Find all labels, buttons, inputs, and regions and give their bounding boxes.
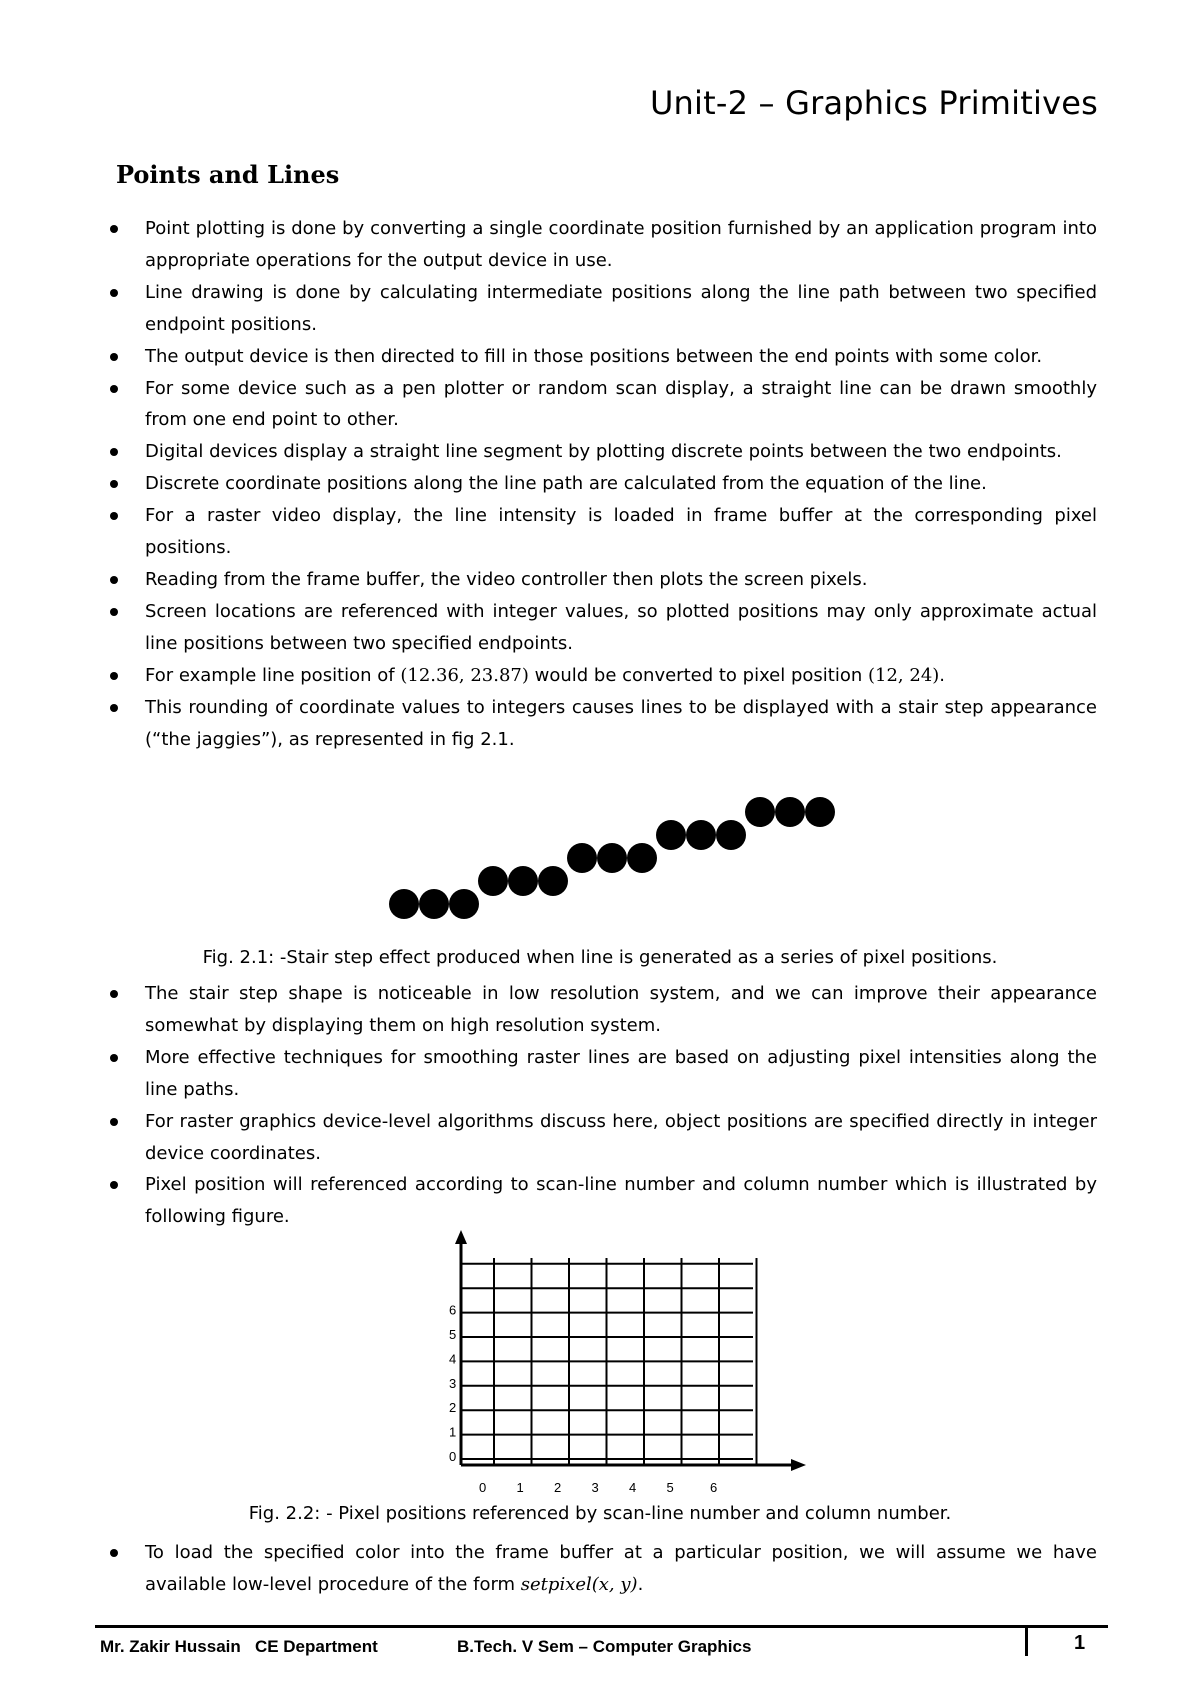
setpixel-procedure: setpixel(x, y) [520, 1573, 638, 1595]
bullet-list-intro [0, 213, 1200, 755]
y-tick-label: 2 [449, 1400, 457, 1416]
list-item [0, 1042, 1200, 1106]
footer-rule [95, 1625, 1108, 1628]
y-tick-label: 6 [449, 1302, 457, 1318]
list-item [0, 500, 1200, 564]
example-suffix: . [939, 664, 946, 686]
list-item-text: Screen locations are referenced with integer values, so plotted positions may only approximate actual line positions between two specified endpoints. [145, 600, 1097, 654]
bullet-icon [110, 448, 118, 456]
pixel-dot [656, 820, 686, 850]
list-item [0, 341, 1200, 373]
list-item [0, 277, 1200, 341]
example-from-point: (12.36, 23.87) [400, 664, 529, 686]
list-item [0, 564, 1200, 596]
list-item-text: Digital devices display a straight line segment by plotting discrete points between the two endpoints. [145, 441, 1062, 463]
pixel-dot [716, 820, 746, 850]
figure-caption-2-1: Fig. 2.1: -Stair step effect produced when line is generated as a series of pixel positions. [202, 947, 998, 968]
list-item [0, 978, 1200, 1042]
list-item-text: Reading from the frame buffer, the video controller then plots the screen pixels. [145, 568, 868, 590]
list-item-text: The stair step shape is noticeable in low resolution system, and we can improve their appearance somewhat by displaying them on high resolution system. [145, 983, 1097, 1036]
bullet-icon [110, 990, 118, 998]
list-item-example [0, 660, 1200, 692]
bullet-icon [110, 385, 118, 393]
bullet-icon [110, 1054, 118, 1062]
list-item-text: This rounding of coordinate values to integers causes lines to be displayed with a stair step appearance (“the jaggies”), as represented in fig 2.1. [145, 696, 1097, 750]
pixel-dot [686, 820, 716, 850]
bullet-icon [110, 608, 118, 616]
bullet-icon [110, 1549, 118, 1557]
y-tick-label: 5 [449, 1327, 457, 1342]
bullet-list-resolution [0, 978, 1200, 1233]
list-item [0, 1169, 1200, 1233]
list-item-text: For a raster video display, the line intensity is loaded in frame buffer at the corresponding pixel positions. [145, 505, 1097, 559]
footer-author: Mr. Zakir Hussain CE Department [100, 1637, 378, 1656]
pixel-dot [805, 797, 835, 827]
example-to-point: (12, 24) [868, 664, 940, 686]
list-item-text: For raster graphics device-level algorithms discuss here, object positions are specified directly in integer device coordinates. [145, 1110, 1097, 1164]
footer-course: B.Tech. V Sem – Computer Graphics [457, 1637, 752, 1656]
pixel-dot [478, 866, 508, 896]
list-item [0, 1537, 1200, 1601]
list-item-text: To load the specified color into the frame buffer at a particular position, we will assume we have available low-level procedure of the form [145, 1542, 1097, 1595]
list-item [0, 373, 1200, 437]
list-item-text: Line drawing is done by calculating intermediate positions along the line path between two specified endpoint positions. [145, 281, 1097, 335]
y-tick-label: 0 [449, 1449, 457, 1464]
bullet-list-setpixel [0, 1537, 1200, 1601]
x-tick-label: 4 [629, 1480, 637, 1495]
x-tick-label: 0 [479, 1480, 487, 1495]
section-heading: Points and Lines [116, 160, 340, 189]
list-item-text: The output device is then directed to fill in those positions between the end points with some color. [145, 345, 1043, 367]
bullet-icon [110, 289, 118, 297]
example-prefix: For example line position of [145, 664, 401, 686]
list-item [0, 213, 1200, 277]
pixel-dot [508, 866, 538, 896]
y-tick-label: 3 [449, 1375, 457, 1391]
bullet-icon [110, 576, 118, 584]
list-item [0, 692, 1200, 756]
list-item-text: More effective techniques for smoothing raster lines are based on adjusting pixel intensities along the line paths. [145, 1046, 1097, 1100]
stair-step-figure [0, 770, 1200, 950]
bullet-icon [110, 512, 118, 520]
bullet-icon [110, 480, 118, 488]
list-item-text: Point plotting is done by converting a single coordinate position furnished by an application program into appropriate operations for the output device in use. [145, 218, 1097, 271]
bullet-icon [110, 1181, 118, 1189]
page-number: 1 [1074, 1632, 1086, 1654]
list-item [0, 596, 1200, 660]
list-item-text: Pixel position will referenced according to scan-line number and column number which is illustrated by following figure. [145, 1174, 1097, 1228]
page-title: Unit-2 – Graphics Primitives [649, 84, 1098, 122]
x-tick-label: 5 [666, 1480, 674, 1495]
pixel-dot [775, 797, 805, 827]
bullet-icon [110, 1118, 118, 1126]
pixel-dot [389, 889, 419, 919]
x-tick-label: 3 [591, 1480, 599, 1495]
pixel-dot [597, 843, 627, 873]
list-item [0, 1106, 1200, 1170]
pixel-dot [449, 889, 479, 919]
pixel-dot [419, 889, 449, 919]
x-tick-label: 2 [554, 1480, 562, 1495]
pixel-dot [538, 866, 568, 896]
example-middle: would be converted to pixel position [528, 664, 868, 686]
list-item-suffix: . [637, 1573, 644, 1595]
bullet-icon [110, 704, 118, 712]
pixel-dot [567, 843, 597, 873]
pixel-grid-figure [0, 1230, 1200, 1500]
pixel-dot [745, 797, 775, 827]
x-tick-label: 1 [516, 1480, 524, 1495]
x-axis-arrow-icon [791, 1459, 806, 1471]
y-tick-label: 1 [449, 1424, 457, 1440]
list-item-text: For some device such as a pen plotter or random scan display, a straight line can be drawn smoothly from one end point to other. [145, 377, 1097, 431]
bullet-icon [110, 225, 118, 233]
y-tick-label: 4 [449, 1351, 457, 1367]
figure-caption-2-2: Fig. 2.2: - Pixel positions referenced by scan-line number and column number. [248, 1503, 952, 1524]
list-item [0, 468, 1200, 500]
pixel-dot [627, 843, 657, 873]
y-axis-arrow-icon [455, 1230, 467, 1244]
bullet-icon [110, 672, 118, 680]
list-item [0, 436, 1200, 468]
footer-separator [1025, 1628, 1028, 1656]
bullet-icon [110, 353, 118, 361]
list-item-text: Discrete coordinate positions along the line path are calculated from the equation of the line. [145, 473, 987, 495]
x-tick-label: 6 [710, 1480, 718, 1495]
